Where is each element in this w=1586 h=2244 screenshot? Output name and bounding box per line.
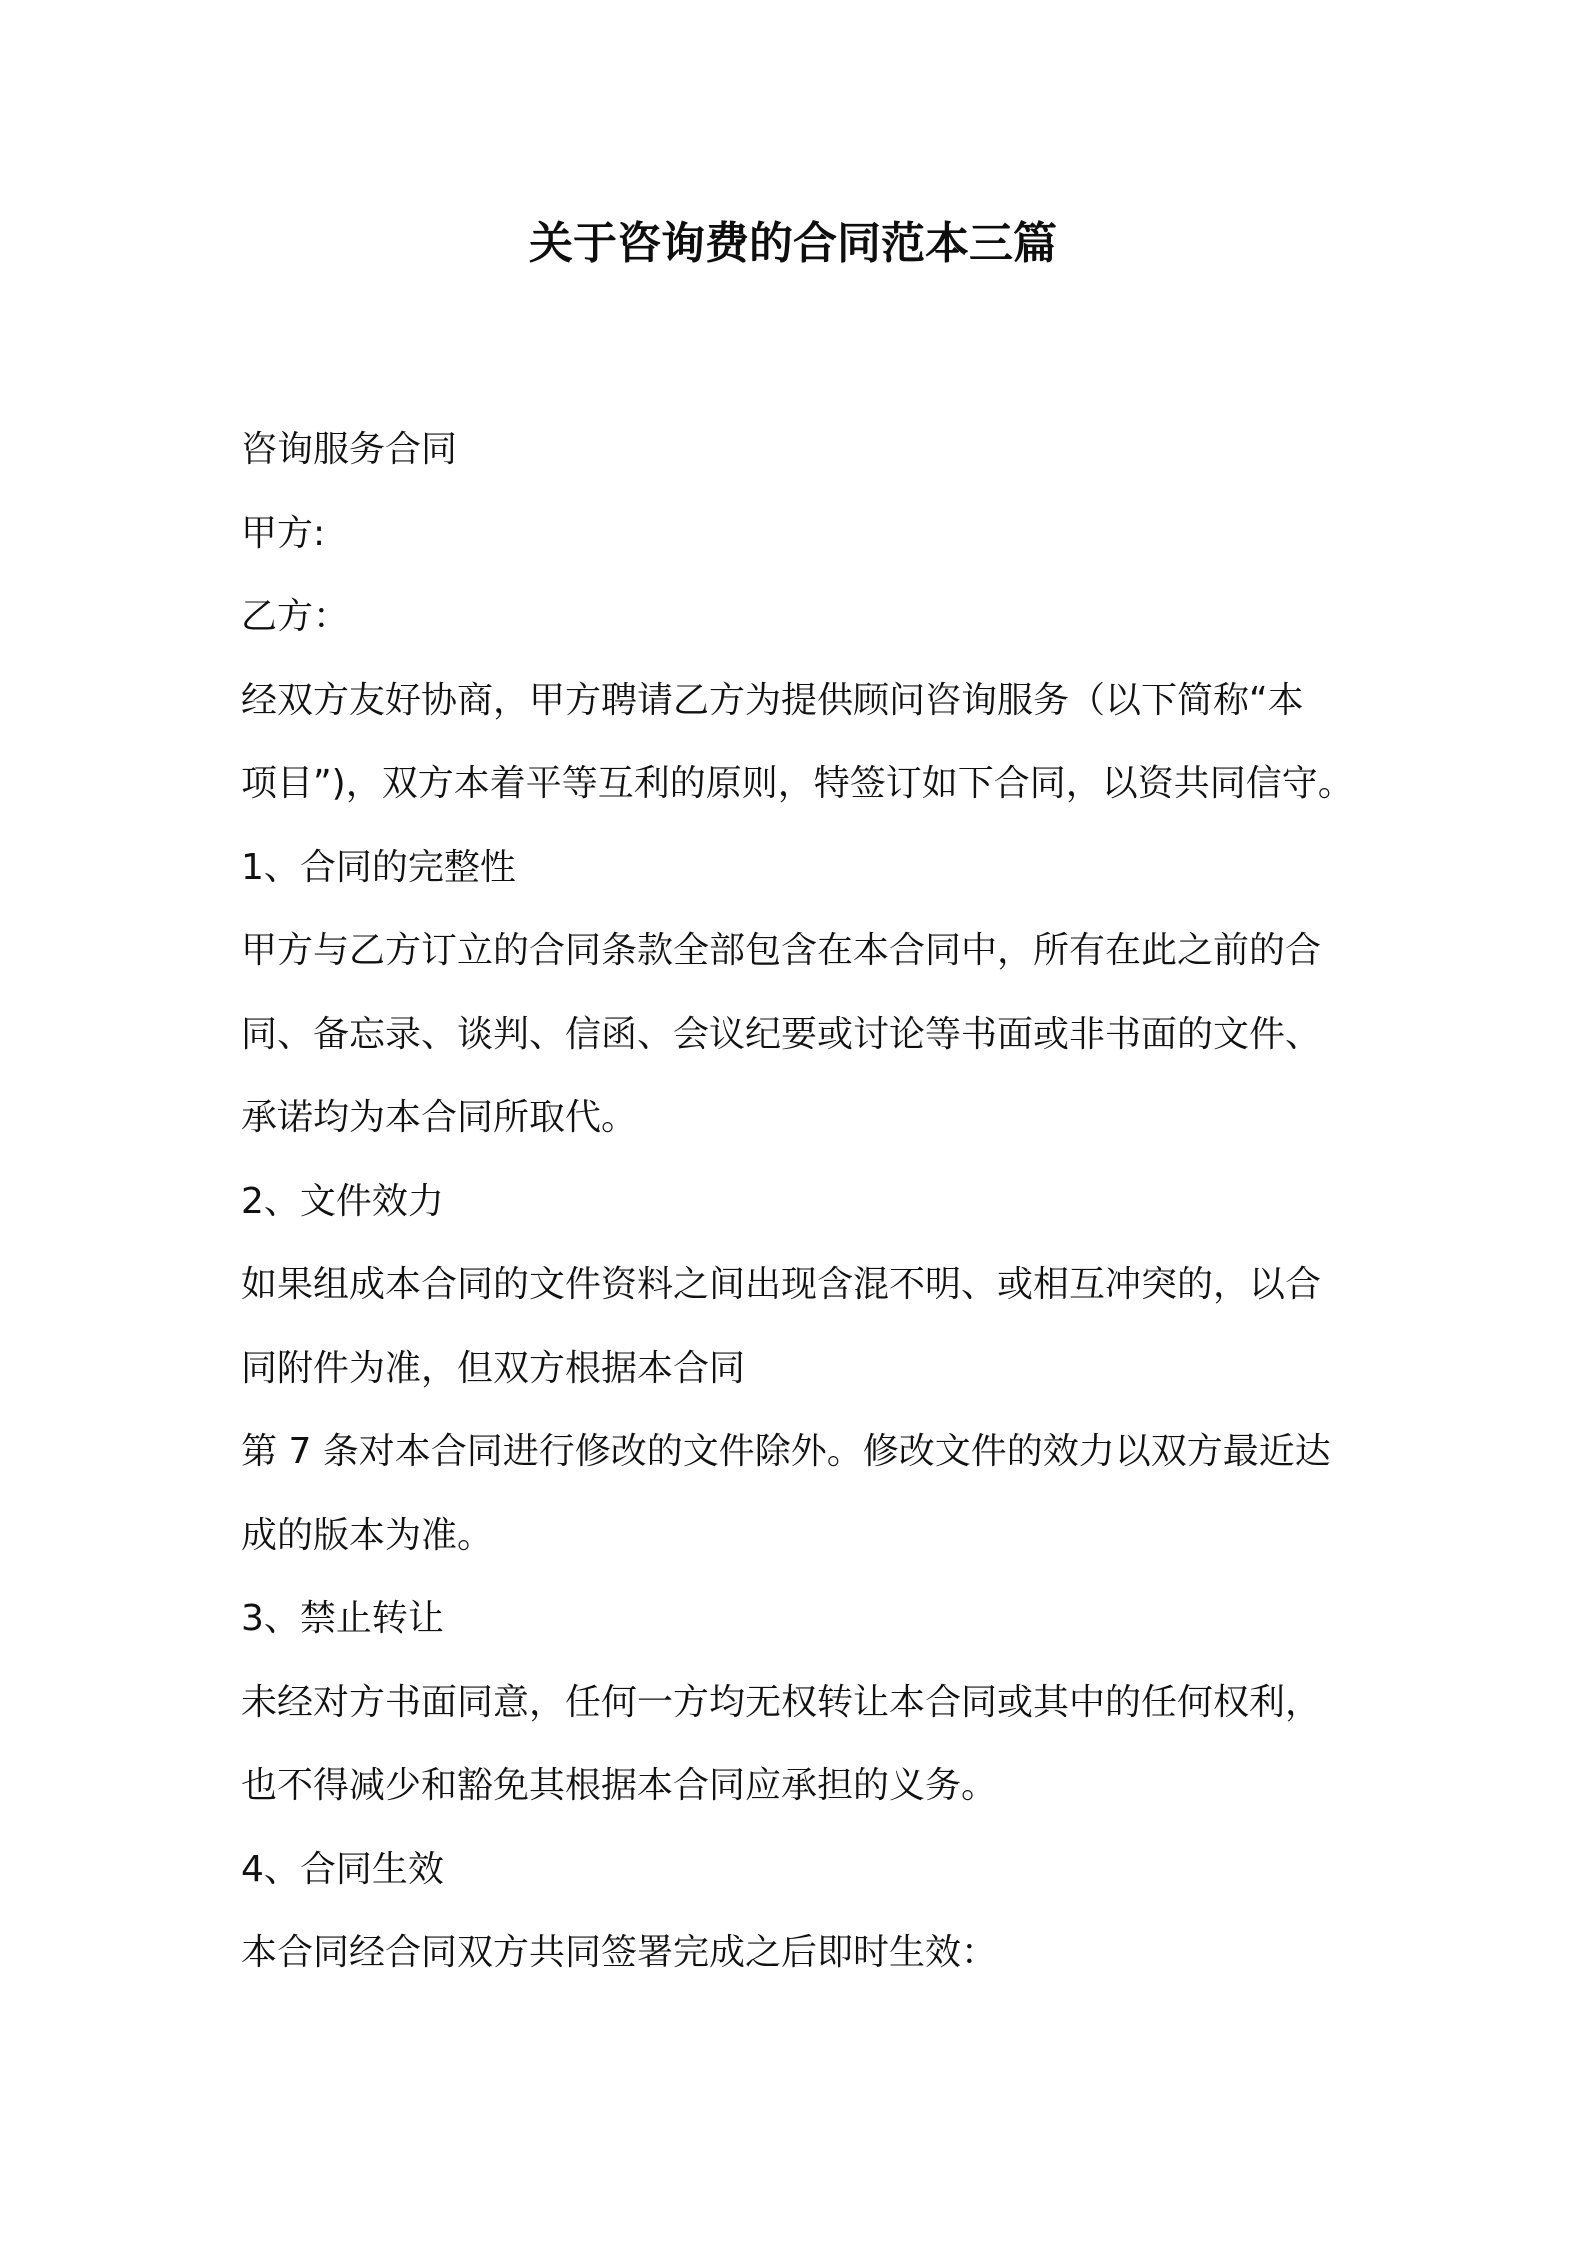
paragraph-line: 未经对方书面同意，任何一方均无权转让本合同或其中的任何权利， — [241, 1681, 1322, 1723]
preamble-line: 项目”)，双方本着平等互利的原则，特签订如下合同，以资共同信守。 — [241, 763, 1354, 804]
paragraph-line: 也不得减少和豁免其根据本合同应承担的义务。 — [241, 1765, 998, 1806]
party-b-field: 乙方： — [241, 596, 350, 637]
paragraph-line: 甲方与乙方订立的合同条款全部包含在本合同中，所有在此之前的合 — [241, 930, 1322, 971]
paragraph-line: 第 7 条对本合同进行修改的文件除外。修改文件的效力以双方最近达 — [241, 1431, 1331, 1472]
document-title: 关于咨询费的合同范本三篇 — [529, 218, 1057, 269]
section-heading-no-transfer: 3、禁止转让 — [241, 1598, 444, 1639]
preamble-line: 经双方友好协商，甲方聘请乙方为提供顾问咨询服务（以下简称“本 — [241, 679, 1304, 721]
section-heading-effectiveness: 4、合同生效 — [241, 1848, 444, 1890]
contract-name: 咨询服务合同 — [241, 429, 458, 470]
paragraph-line: 同附件为准，但双方根据本合同 — [241, 1347, 746, 1389]
section-heading-integrity: 1、合同的完整性 — [241, 846, 516, 888]
paragraph-line: 本合同经合同双方共同签署完成之后即时生效： — [241, 1932, 998, 1973]
document-body — [241, 408, 1361, 1995]
party-a-field: 甲方: — [241, 512, 326, 554]
paragraph-line: 承诺均为本合同所取代。 — [241, 1097, 638, 1138]
paragraph-line: 成的版本为准。 — [241, 1514, 494, 1556]
section-heading-validity: 2、文件效力 — [241, 1180, 444, 1222]
paragraph-line: 如果组成本合同的文件资料之间出现含混不明、或相互冲突的，以合 — [241, 1264, 1322, 1305]
paragraph-line: 同、备忘录、谈判、信函、会议纪要或讨论等书面或非书面的文件、 — [241, 1013, 1322, 1055]
